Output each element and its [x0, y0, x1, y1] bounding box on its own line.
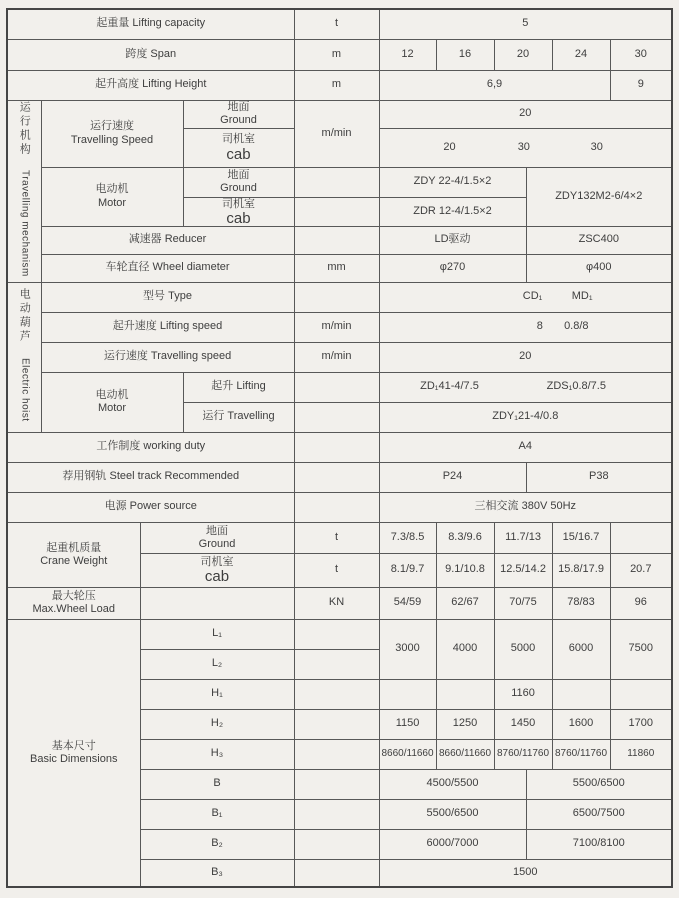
travel-motor-unit-blank — [294, 197, 379, 226]
dim-H2-value: 1600 — [552, 709, 610, 739]
dim-H3-value: 8660/11660 — [379, 739, 436, 769]
dim-label-H3: H₃ — [140, 739, 294, 769]
row-crane-weight-ground — [7, 522, 672, 553]
dim-H2-value: 1150 — [379, 709, 436, 739]
cab-speed-value: 30 — [590, 140, 603, 153]
dim-H1-value — [436, 679, 494, 709]
crane-weight-value: 11.7/13 — [494, 522, 552, 553]
hoist-motor-travelling-sublabel: 运行 Travelling — [183, 402, 294, 432]
hoist-lifting-speed-unit: m/min — [294, 312, 379, 342]
row-hoist-motor-lifting — [7, 372, 672, 402]
cab-zh: 司机室 — [200, 556, 234, 569]
cab-zh: 司机室 — [222, 197, 255, 210]
reducer-label: 减速器 Reducer — [41, 226, 294, 254]
crane-weight-label-en: Crane Weight — [40, 554, 108, 567]
reducer-right-value: ZSC400 — [526, 226, 672, 254]
motor-label-en: Motor — [97, 402, 127, 415]
crane-weight-value: 15/16.7 — [552, 522, 610, 553]
dim-label-H1: H₁ — [140, 679, 294, 709]
max-wheel-load-label — [7, 587, 140, 619]
dim-unit-blank — [294, 859, 379, 887]
section-label-zh: 电动葫芦 — [18, 288, 31, 345]
dim-label-B1: B₁ — [140, 799, 294, 829]
dim-H2-value: 1450 — [494, 709, 552, 739]
travel-speed-ground-value: 20 — [379, 100, 672, 128]
dim-H1-value: 1160 — [494, 679, 552, 709]
hoist-lifting-speed-value: 0.8/8 — [564, 320, 589, 333]
dim-L-value: 4000 — [436, 619, 494, 679]
crane-weight-value: 8.3/9.6 — [436, 522, 494, 553]
crane-weight-value: 20.7 — [610, 553, 672, 587]
row-steel-track — [7, 462, 672, 492]
hoist-motor-lifting-values — [379, 372, 672, 402]
dim-L-value: 6000 — [552, 619, 610, 679]
ground-en: Ground — [220, 182, 257, 194]
ground-zh: 地面 — [227, 168, 250, 181]
max-wheel-load-label-en: Max.Wheel Load — [32, 603, 116, 616]
wheel-diameter-left-value: φ270 — [379, 254, 526, 282]
row-working-duty — [7, 432, 672, 462]
steel-track-unit-blank — [294, 462, 379, 492]
dim-L-value: 5000 — [494, 619, 552, 679]
row-max-wheel-load — [7, 587, 672, 619]
row-hoist-travel-speed — [7, 342, 672, 372]
hoist-motor-unit-blank — [294, 402, 379, 432]
row-travel-motor-ground — [7, 167, 672, 197]
max-wheel-load-value: 70/75 — [494, 587, 552, 619]
travel-speed-label-en: Travelling Speed — [70, 133, 154, 146]
row-reducer — [7, 226, 672, 254]
row-span — [7, 39, 672, 70]
row-wheel-diameter — [7, 254, 672, 282]
crane-weight-value: 15.8/17.9 — [552, 553, 610, 587]
dim-unit-blank — [294, 709, 379, 739]
hoist-travel-speed-label: 运行速度 Travelling speed — [41, 342, 294, 372]
dim-label-H2: H₂ — [140, 709, 294, 739]
crane-weight-ground-sublabel — [140, 522, 294, 553]
crane-weight-label-zh: 起重机质量 — [46, 541, 102, 554]
travel-motor-right-value: ZDY132M2-6/4×2 — [526, 167, 672, 226]
hoist-motor-lifting-value: ZDS₁0.8/7.5 — [546, 380, 606, 393]
row-power-source — [7, 492, 672, 522]
dim-label-B: B — [140, 769, 294, 799]
hoist-type-label: 型号 Type — [41, 282, 294, 312]
dim-H3-value: 8660/11660 — [436, 739, 494, 769]
crane-spec-table — [6, 8, 673, 888]
row-hoist-type — [7, 282, 672, 312]
lifting-height-label: 起升高度 Lifting Height — [7, 70, 294, 100]
working-duty-value: A4 — [379, 432, 672, 462]
lifting-capacity-label: 起重量 Lifting capacity — [7, 9, 294, 39]
hoist-lifting-speed-value: 8 — [536, 320, 543, 333]
row-dim-L1 — [7, 619, 672, 649]
wheel-diameter-right-value: φ400 — [526, 254, 672, 282]
section-travelling-mechanism — [7, 100, 41, 282]
ground-en: Ground — [220, 114, 257, 126]
dim-H2-value: 1700 — [610, 709, 672, 739]
dim-H1-value — [379, 679, 436, 709]
hoist-lifting-speed-label: 起升速度 Lifting speed — [41, 312, 294, 342]
steel-track-left-value: P24 — [379, 462, 526, 492]
dim-B1-right-value: 6500/7500 — [526, 799, 672, 829]
motor-label-zh: 电动机 — [95, 389, 129, 401]
span-unit: m — [294, 39, 379, 70]
working-duty-unit-blank — [294, 432, 379, 462]
travel-motor-cab-sublabel — [183, 197, 294, 226]
lifting-height-unit: m — [294, 70, 379, 100]
dim-label-L2: L₂ — [140, 649, 294, 679]
crane-weight-cab-sublabel — [140, 553, 294, 587]
dim-unit-blank — [294, 739, 379, 769]
max-wheel-load-unit: KN — [294, 587, 379, 619]
ground-en: Ground — [198, 537, 236, 550]
max-wheel-load-value: 78/83 — [552, 587, 610, 619]
travel-speed-cab-sublabel — [183, 128, 294, 167]
max-wheel-load-value: 54/59 — [379, 587, 436, 619]
dim-H3-value: 8760/11760 — [552, 739, 610, 769]
wheel-diameter-unit: mm — [294, 254, 379, 282]
dim-H3-value: 11860 — [610, 739, 672, 769]
travel-speed-label-zh: 运行速度 — [90, 120, 134, 133]
dim-label-B3: B₃ — [140, 859, 294, 887]
reducer-left-value: LD驱动 — [379, 226, 526, 254]
travel-speed-cab-values — [379, 128, 672, 167]
lifting-height-value-30m: 9 — [610, 70, 672, 100]
crane-weight-ground-unit: t — [294, 522, 379, 553]
travel-speed-unit: m/min — [294, 100, 379, 167]
dim-B3-value: 1500 — [379, 859, 672, 887]
dim-B-right-value: 5500/6500 — [526, 769, 672, 799]
lifting-capacity-value: 5 — [379, 9, 672, 39]
crane-weight-value-blank — [610, 522, 672, 553]
dim-L-value: 3000 — [379, 619, 436, 679]
hoist-travel-speed-value: 20 — [379, 342, 672, 372]
dim-H1-value — [552, 679, 610, 709]
dim-B2-right-value: 7100/8100 — [526, 829, 672, 859]
steel-track-right-value: P38 — [526, 462, 672, 492]
dim-H3-value: 8760/11760 — [494, 739, 552, 769]
motor-label-en: Motor — [97, 196, 127, 209]
power-source-label: 电源 Power source — [7, 492, 294, 522]
basic-dimensions-label-zh: 基本尺寸 — [51, 739, 96, 752]
ground-zh: 地面 — [227, 100, 250, 113]
hoist-type-value: CD₁ — [522, 290, 543, 303]
hoist-motor-lifting-value: ZD₁41-4/7.5 — [420, 380, 479, 393]
max-wheel-load-sublabel-blank — [140, 587, 294, 619]
hoist-type-unit-blank — [294, 282, 379, 312]
dim-unit-blank — [294, 829, 379, 859]
hoist-type-value: MD₁ — [571, 290, 593, 303]
cab-en: cab — [204, 568, 230, 586]
row-lifting-capacity — [7, 9, 672, 39]
steel-track-label: 荐用钢轨 Steel track Recommended — [7, 462, 294, 492]
row-hoist-lifting-speed — [7, 312, 672, 342]
dim-B-left-value: 4500/5500 — [379, 769, 526, 799]
crane-weight-value: 8.1/9.7 — [379, 553, 436, 587]
cab-speed-value: 30 — [517, 140, 530, 153]
travel-speed-ground-sublabel — [183, 100, 294, 128]
hoist-motor-unit-blank — [294, 372, 379, 402]
dim-B2-left-value: 6000/7000 — [379, 829, 526, 859]
motor-label-zh: 电动机 — [95, 183, 129, 196]
section-label-en: Travelling mechanism — [19, 169, 31, 277]
hoist-motor-lifting-sublabel: 起升 Lifting — [183, 372, 294, 402]
dim-B1-left-value: 5500/6500 — [379, 799, 526, 829]
travel-motor-unit-blank — [294, 167, 379, 197]
lifting-capacity-unit: t — [294, 9, 379, 39]
basic-dimensions-label — [7, 619, 140, 887]
crane-weight-value: 9.1/10.8 — [436, 553, 494, 587]
dim-H2-value: 1250 — [436, 709, 494, 739]
cab-speed-value: 20 — [443, 140, 456, 153]
span-value: 16 — [436, 39, 494, 70]
crane-weight-label — [7, 522, 140, 587]
hoist-motor-travelling-value: ZDY₁21-4/0.8 — [379, 402, 672, 432]
travel-speed-label — [41, 100, 183, 167]
span-value: 20 — [494, 39, 552, 70]
hoist-lifting-speed-values — [379, 312, 672, 342]
travel-motor-label — [41, 167, 183, 226]
max-wheel-load-value: 62/67 — [436, 587, 494, 619]
section-label-en: Electric hoist — [19, 357, 31, 422]
dim-label-B2: B₂ — [140, 829, 294, 859]
dim-unit-blank — [294, 649, 379, 679]
dim-unit-blank — [294, 679, 379, 709]
hoist-type-values — [379, 282, 672, 312]
dim-L-value: 7500 — [610, 619, 672, 679]
travel-motor-ground-value: ZDY 22-4/1.5×2 — [379, 167, 526, 197]
cab-en: cab — [226, 209, 251, 227]
travel-motor-cab-value: ZDR 12-4/1.5×2 — [379, 197, 526, 226]
travel-motor-ground-sublabel — [183, 167, 294, 197]
working-duty-label: 工作制度 working duty — [7, 432, 294, 462]
basic-dimensions-label-en: Basic Dimensions — [30, 752, 118, 765]
span-value: 30 — [610, 39, 672, 70]
power-source-value: 三相交流 380V 50Hz — [379, 492, 672, 522]
span-label: 跨度 Span — [7, 39, 294, 70]
max-wheel-load-label-zh: 最大轮压 — [51, 590, 96, 602]
span-value: 12 — [379, 39, 436, 70]
power-source-unit-blank — [294, 492, 379, 522]
dim-unit-blank — [294, 799, 379, 829]
dim-H1-value — [610, 679, 672, 709]
lifting-height-value: 6,9 — [379, 70, 610, 100]
ground-zh: 地面 — [206, 524, 228, 537]
section-electric-hoist — [7, 282, 41, 432]
crane-weight-value: 7.3/8.5 — [379, 522, 436, 553]
hoist-motor-label — [41, 372, 183, 432]
dim-unit-blank — [294, 769, 379, 799]
dim-unit-blank — [294, 619, 379, 649]
reducer-unit-blank — [294, 226, 379, 254]
crane-weight-value: 12.5/14.2 — [494, 553, 552, 587]
row-travel-speed-ground — [7, 100, 672, 128]
wheel-diameter-label: 车轮直径 Wheel diameter — [41, 254, 294, 282]
section-label-zh: 运行机构 — [18, 100, 31, 157]
max-wheel-load-value: 96 — [610, 587, 672, 619]
crane-weight-cab-unit: t — [294, 553, 379, 587]
hoist-travel-speed-unit: m/min — [294, 342, 379, 372]
cab-zh: 司机室 — [222, 133, 255, 146]
span-value: 24 — [552, 39, 610, 70]
cab-en: cab — [226, 145, 251, 163]
row-lifting-height — [7, 70, 672, 100]
dim-label-L1: L₁ — [140, 619, 294, 649]
